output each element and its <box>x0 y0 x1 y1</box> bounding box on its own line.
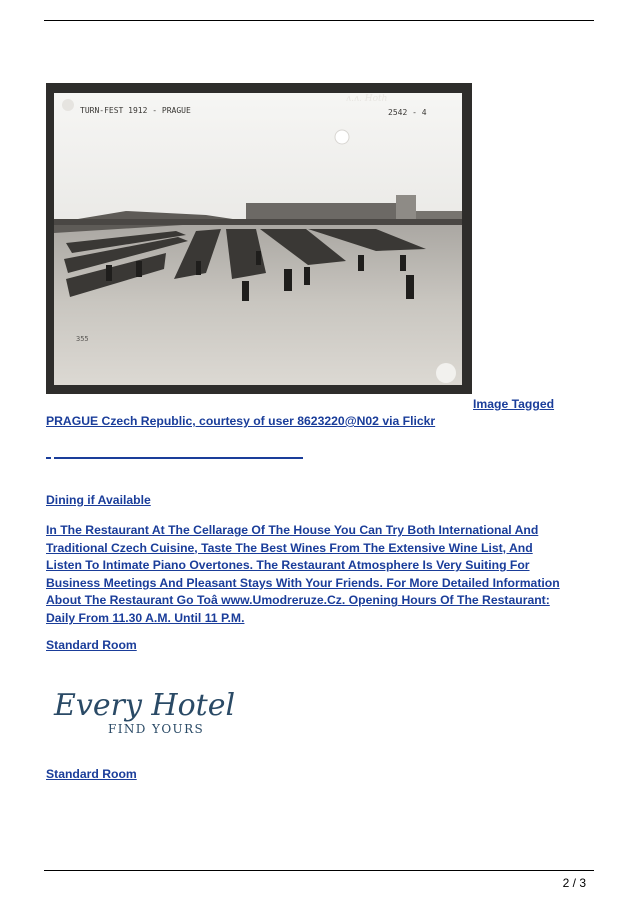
photo-corner-number: 355 <box>76 335 89 343</box>
photo-label-left: TURN-FEST 1912 - PRAGUE <box>80 106 191 115</box>
paragraph-line[interactable]: Listen To Intimate Piano Overtones. The Restaurant Atmosphere Is Very Suiting For <box>46 558 530 573</box>
logo-tagline: FIND YOURS <box>108 722 205 736</box>
image-tagged-link[interactable]: Image Tagged <box>473 397 555 411</box>
standard-room-link-2[interactable]: Standard Room <box>46 767 137 781</box>
footer-rule <box>44 870 594 871</box>
restaurant-paragraph <box>46 522 606 628</box>
paragraph-line[interactable]: In The Restaurant At The Cellarage Of The House You Can Try Both International And <box>46 523 539 537</box>
paragraph-line[interactable]: Daily From 11.30 A.M. Until 11 P.M. <box>46 610 245 625</box>
every-hotel-logo <box>52 688 236 740</box>
photo-label-right: 2542 - 4 <box>388 108 427 117</box>
standard-room-link-1[interactable]: Standard Room <box>46 638 137 652</box>
page-number: 2 / 3 <box>562 876 586 890</box>
photo-credit-wrap <box>46 412 435 431</box>
standard-room-heading-1-wrap <box>46 636 137 655</box>
header-rule <box>44 20 594 21</box>
photo-scribble: ʌ.ʌ. Hoth <box>346 94 388 104</box>
separator-gap <box>51 457 54 459</box>
paragraph-line[interactable]: About The Restaurant Go Toâ www.Umodreruze.Cz. Opening Hours Of The Restaurant: <box>46 593 550 608</box>
logo-script-text: Every Hotel <box>54 688 236 723</box>
image-tagged-link-wrap <box>473 395 554 414</box>
historic-photo <box>46 83 472 394</box>
dining-heading-link[interactable]: Dining if Available <box>46 493 151 507</box>
dining-heading-wrap <box>46 491 151 510</box>
standard-room-heading-2-wrap <box>46 765 137 784</box>
photo-credit-link[interactable]: PRAGUE Czech Republic, courtesy of user 8623220@N02 via Flickr <box>46 414 436 428</box>
paragraph-line[interactable]: Business Meetings And Pleasant Stays With Your Friends. For More Detailed Information <box>46 575 560 590</box>
paragraph-line[interactable]: Traditional Czech Cuisine, Taste The Best Wines From The Extensive Wine List, And <box>46 540 533 555</box>
photo-graphic <box>46 83 472 394</box>
separator-link-line[interactable] <box>46 451 303 459</box>
